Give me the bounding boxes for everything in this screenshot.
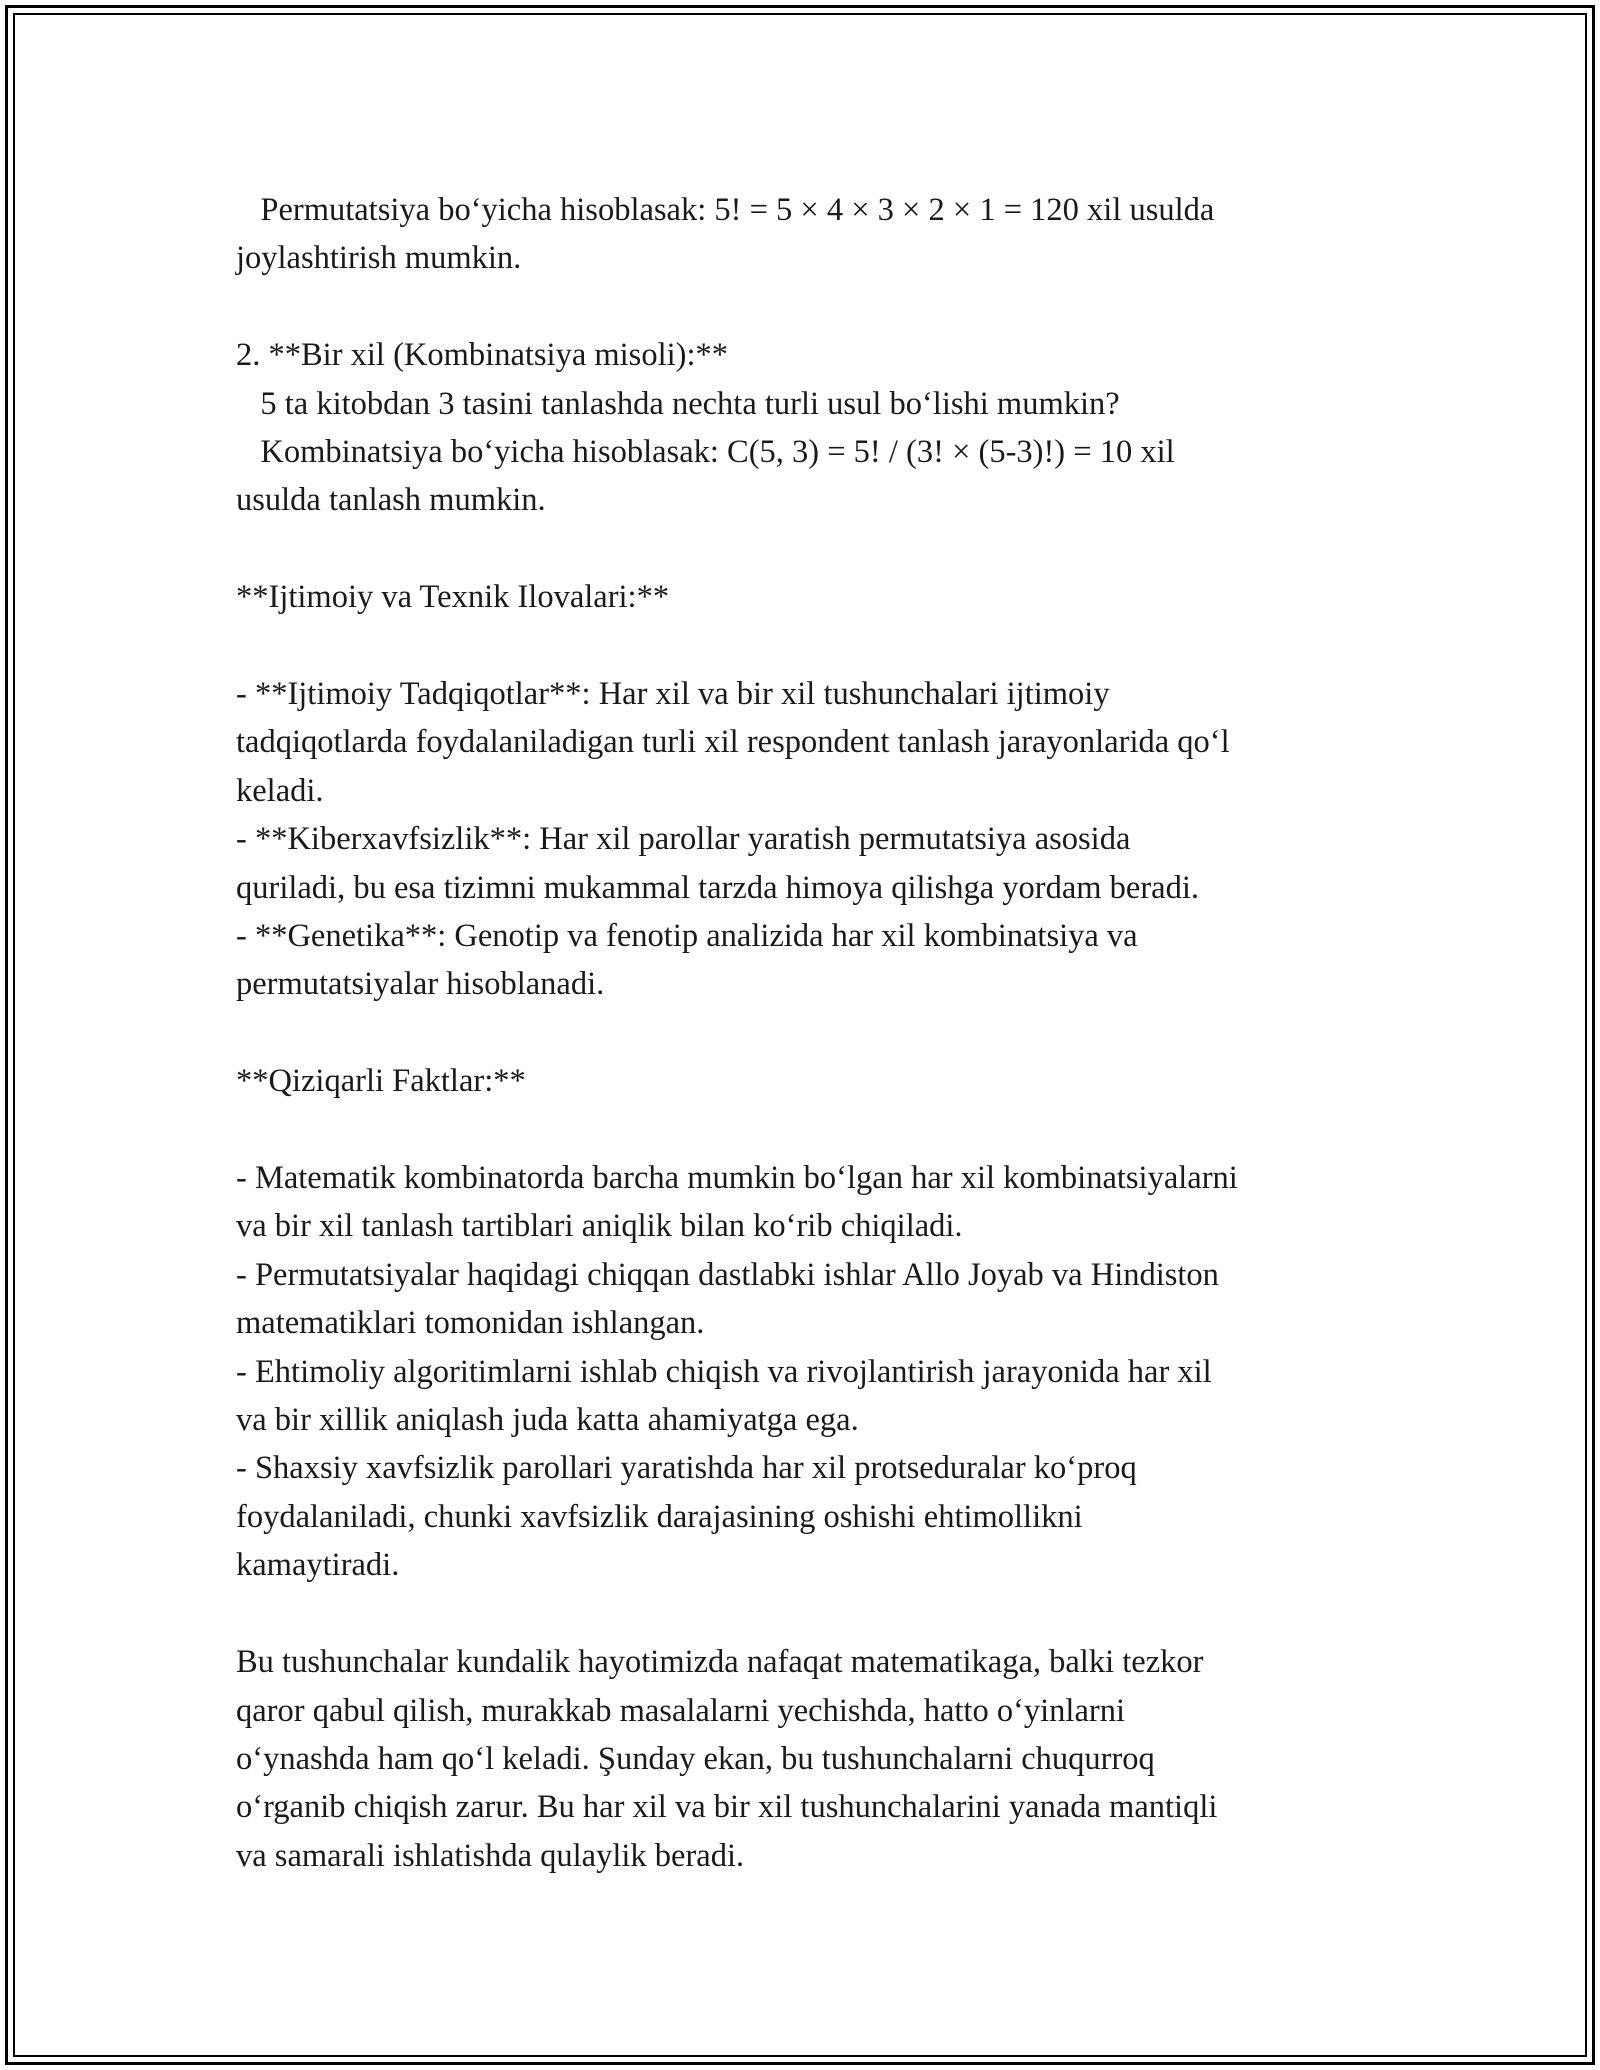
text-line: kamaytiradi. <box>236 1547 400 1584</box>
text-line: 2. **Bir xil (Kombinatsiya misoli):** <box>236 337 728 374</box>
text-line: matematiklari tomonidan ishlangan. <box>236 1305 705 1342</box>
blank-line <box>236 1106 1376 1154</box>
text-line: - **Kiberxavfsizlik**: Har xil parollar yaratish permutatsiya asosida <box>236 821 1131 858</box>
text-line: tadqiqotlarda foydalaniladigan turli xil respondent tanlash jarayonlarida qo‘l <box>236 724 1230 761</box>
text-line: - Permutatsiyalar haqidagi chiqqan dastlabki ishlar Allo Joyab va Hindiston <box>236 1256 1219 1293</box>
text-line: joylashtirish mumkin. <box>236 240 522 277</box>
text-line: foydalaniladi, chunki xavfsizlik darajasining oshishi ehtimollikni <box>236 1498 1083 1535</box>
text-line: - **Genetika**: Genotip va fenotip analizida har xil kombinatsiya va <box>236 918 1138 955</box>
text-line: usulda tanlash mumkin. <box>236 482 546 519</box>
text-line: quriladi, bu esa tizimni mukammal tarzda himoya qilishga yordam beradi. <box>236 869 1200 906</box>
section-heading: **Qiziqarli Faktlar:** <box>236 1063 526 1100</box>
blank-line <box>236 1009 1376 1057</box>
blank-line <box>236 1590 1376 1638</box>
text-line: Kombinatsiya bo‘yicha hisoblasak: C(5, 3) = 5! / (3! × (5-3)!) = 10 xil <box>236 434 1175 471</box>
text-line: permutatsiyalar hisoblanadi. <box>236 966 605 1003</box>
text-line: - Ehtimoliy algoritimlarni ishlab chiqish va rivojlantirish jarayonida har xil <box>236 1353 1212 1390</box>
text-line: keladi. <box>236 772 324 809</box>
blank-line <box>236 525 1376 573</box>
text-line: - **Ijtimoiy Tadqiqotlar**: Har xil va bir xil tushunchalari ijtimoiy <box>236 676 1110 713</box>
text-line: qaror qabul qilish, murakkab masalalarni yechishda, hatto o‘yinlarni <box>236 1692 1125 1729</box>
text-line: Bu tushunchalar kundalik hayotimizda nafaqat matematikaga, balki tezkor <box>236 1644 1204 1681</box>
text-line: va bir xillik aniqlash juda katta ahamiyatga ega. <box>236 1402 859 1439</box>
blank-line <box>236 283 1376 331</box>
blank-line <box>236 622 1376 670</box>
section-heading: **Ijtimoiy va Texnik Ilovalari:** <box>236 579 670 616</box>
text-line: o‘ynashda ham qo‘l keladi. Şunday ekan, bu tushunchalarni chuqurroq <box>236 1740 1155 1777</box>
text-line: - Matematik kombinatorda barcha mumkin bo‘lgan har xil kombinatsiyalarni <box>236 1160 1238 1197</box>
text-line: va bir xil tanlash tartiblari aniqlik bilan ko‘rib chiqiladi. <box>236 1208 963 1245</box>
text-line: - Shaxsiy xavfsizlik parollari yaratishda har xil protseduralar ko‘proq <box>236 1450 1137 1487</box>
text-line: va samarali ishlatishda qulaylik beradi. <box>236 1837 745 1874</box>
text-line: 5 ta kitobdan 3 tasini tanlashda nechta turli usul bo‘lishi mumkin? <box>236 385 1120 422</box>
text-line: Permutatsiya bo‘yicha hisoblasak: 5! = 5 × 4 × 3 × 2 × 1 = 120 xil usulda <box>236 192 1215 228</box>
text-line: o‘rganib chiqish zarur. Bu har xil va bir xil tushunchalarini yanada mantiqli <box>236 1789 1218 1826</box>
document-body <box>236 186 1376 1880</box>
